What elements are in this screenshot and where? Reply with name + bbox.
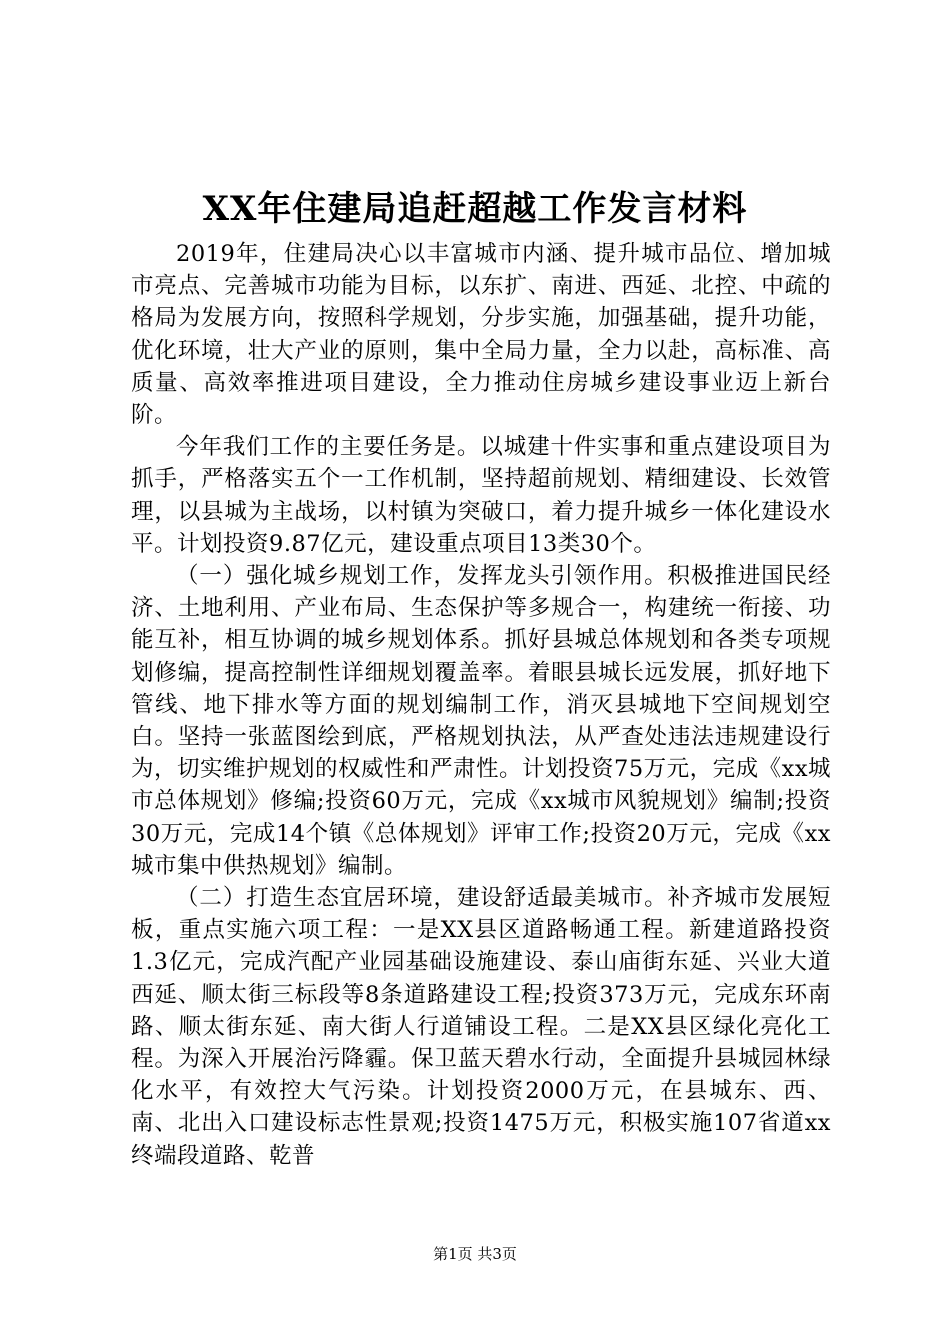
paragraph-intro: 2019年，住建局决心以丰富城市内涵、提升城市品位、增加城市亮点、完善城市功能为目标，以东扩、南进、西延、北控、中疏的格局为发展方向，按照科学规划，分步实施，加强基础，提升功能，优化环境，壮大产业的原则，集中全局力量，全力以赴，高标准、高质量、高效率推进项目建设，全力推动住房城乡建设事业迈上新台阶。 <box>131 241 831 429</box>
paragraph-main-tasks: 今年我们工作的主要任务是。以城建十件实事和重点建设项目为抓手，严格落实五个一工作机制，坚持超前规划、精细建设、长效管理，以县城为主战场，以村镇为突破口，着力提升城乡一体化建设水平。计划投资9.87亿元，建设重点项目13类30个。 <box>131 434 831 557</box>
document-body <box>131 238 831 1172</box>
document-title: XX年住建局追赶超越工作发言材料 <box>202 189 748 229</box>
paragraph-section-two: （二）打造生态宜居环境，建设舒适最美城市。补齐城市发展短板，重点实施六项工程：一是XX县区道路畅通工程。新建道路投资1.3亿元，完成汽配产业园基础设施建设、泰山庙街东延、兴业大道西延、顺太街三标段等8条道路建设工程;投资373万元，完成东环南路、顺太街东延、南大街人行道铺设工程。二是XX县区绿化亮化工程。为深入开展治污降霾。保卫蓝天碧水行动，全面提升县城园林绿化水平，有效控大气污染。计划投资2000万元，在县城东、西、南、北出入口建设标志性景观;投资1475万元，积极实施107省道xx终端段道路、乾普 <box>131 885 831 1169</box>
paragraph-section-one: （一）强化城乡规划工作，发挥龙头引领作用。积极推进国民经济、土地利用、产业布局、生态保护等多规合一，构建统一衔接、功能互补，相互协调的城乡规划体系。抓好县城总体规划和各类专项规划修编，提高控制性详细规划覆盖率。着眼县城长远发展，抓好地下管线、地下排水等方面的规划编制工作，消灭县城地下空间规划空白。坚持一张蓝图绘到底，严格规划执法，从严查处违法违规建设行为，切实维护规划的权威性和严肃性。计划投资75万元，完成《xx城市总体规划》修编;投资60万元，完成《xx城市风貌规划》编制;投资30万元，完成14个镇《总体规划》评审工作;投资20万元，完成《xx城市集中供热规划》编制。 <box>131 563 832 879</box>
page-number-footer: 第1页 共3页 <box>433 1245 517 1263</box>
